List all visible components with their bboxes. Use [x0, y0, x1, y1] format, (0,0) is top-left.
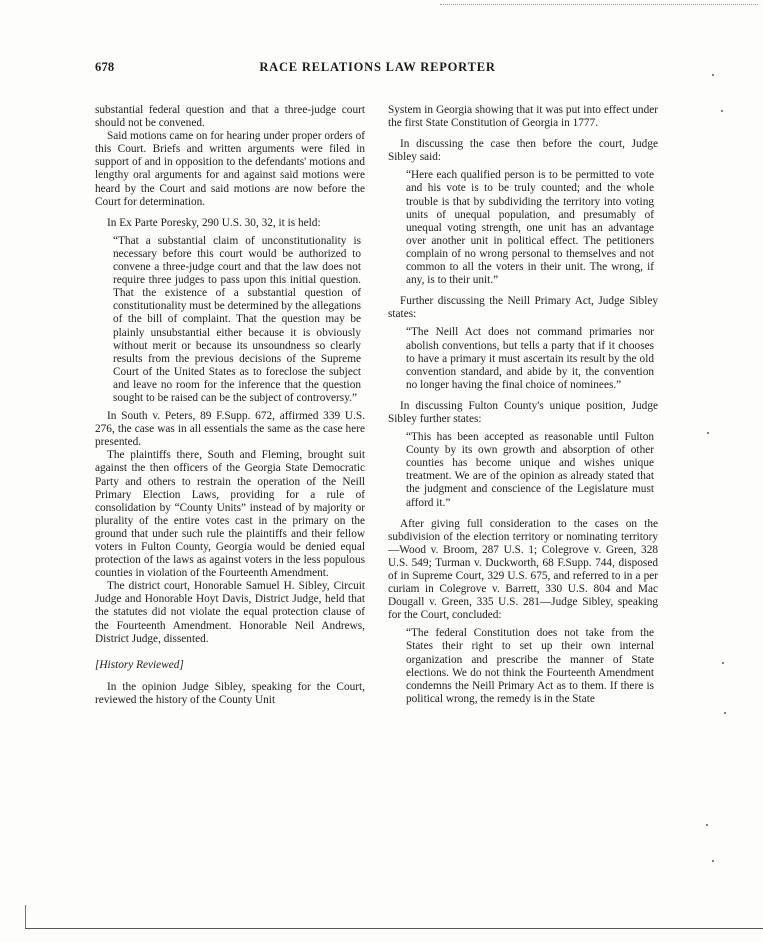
- running-head: RACE RELATIONS LAW REPORTER: [259, 60, 496, 74]
- block-quote: [406, 169, 654, 287]
- section-heading: [History Reviewed]: [95, 658, 184, 671]
- paragraph: Further discussing the Neill Primary Act, Judge Sibley states:: [388, 295, 658, 321]
- paragraph: System in Georgia showing that it was put into effect under the first State Constitution of Georgia in 1777.: [388, 104, 658, 130]
- scan-speck: [712, 74, 714, 76]
- paragraph: After giving full consideration to the cases on the subdivision of the election territory or nominating territory—Wood v. Broom, 287 U.S. 1; Colegrove v. Green, 328 U.S. 549; Turman v. Duckworth, 68 F.Supp. 744, disposed of in Supreme Court, 329 U.S. 675, and referred to in a per curiam in Colegrove v. Barrett, 330 U.S. 804 and Mac Dougall v. Green, 335 U.S. 281—Judge Sibley, speaking for the Court, concluded:: [388, 517, 658, 622]
- quote-text: “Here each qualified person is to be permitted to vote and his vote is to be truly counted; and the whole trouble is that by subdividing the territory into voting units of unequal population, and presumably of unequal voting strength, one unit has an advantage over another unit in political effect. The petitioners complain of no wrong personal to themselves and not common to all the voters in their unit. The wrong, if any, is to their unit.”: [406, 169, 654, 287]
- paragraph: In Ex Parte Poresky, 290 U.S. 30, 32, it is held:: [107, 216, 321, 229]
- paragraph: Said motions came on for hearing under proper orders of this Court. Briefs and written arguments were filed in support of and in opposition to the defendants' motions and lengthy oral arguments for and against said motions were heard by the Court and said motions are now before the Court for determination.: [95, 130, 365, 208]
- right-column: [388, 104, 658, 706]
- paragraph: In the opinion Judge Sibley, speaking for the Court, reviewed the history of the County Unit: [95, 680, 365, 706]
- quote-text: “That a substantial claim of unconstitutionality is necessary before this court would be authorized to convene a three-judge court and that the law does not require three judges to pass upon this initial question. That the existence of a substantial question of constitutionality must be determined by the allegations of the bill of complaint. That the question may be plainly unsubstantial either because it is obviously without merit or because its unsoundness so clearly results from the previous decisions of the Supreme Court of the United States as to foreclose the subject and leave no room for the inference that the question sought to be raised can be the subject of controversy.”: [113, 234, 361, 404]
- scan-speck: [724, 712, 726, 714]
- paragraph: In discussing Fulton County's unique position, Judge Sibley further states:: [388, 399, 658, 425]
- quote-text: “This has been accepted as reasonable until Fulton County by its own growth and absorption of other counties has become unique and wishes unique treatment. We are of the opinion as already stated that the judgment and conscience of the Legislature must afford it.”: [406, 431, 654, 509]
- scan-margin-line: [25, 905, 26, 929]
- block-quote: [406, 326, 654, 391]
- page-header: [95, 60, 660, 78]
- paragraph: The plaintiffs there, South and Fleming, brought suit against the then officers of the Georgia State Democratic Party and others to restrain the operation of the Neill Primary Election Laws, providing for a rule of consolidation by “County Units” instead of by majority or plurality of the entire votes cast in the primary on the ground that under such rule the plaintiffs and their fellow voters in Fulton County, Georgia would be denied equal protection of the laws as against voters in the less populous counties in violation of the Fourteenth Amendment.: [95, 449, 365, 580]
- page-number: 678: [95, 60, 115, 74]
- quote-text: “The Neill Act does not command primaries nor abolish conventions, but tells a party that if it chooses to have a primary it must ascertain its result by the old convention standard, and abide by it, the convention no longer having the final choice of nominees.”: [406, 326, 654, 391]
- scan-edge-dots: [440, 4, 758, 5]
- footer-rule: [25, 928, 763, 929]
- block-quote: [406, 431, 654, 510]
- block-quote: [113, 235, 361, 405]
- scan-speck: [707, 432, 709, 434]
- quote-text: “The federal Constitution does not take from the States their right to set up their own internal organization and prescribe the manner of State elections. We do not think the Fourteenth Amendment condemns the Neill Primary Act as to them. If there is political wrong, the remedy is in the State: [406, 627, 654, 705]
- paragraph: The district court, Honorable Samuel H. Sibley, Circuit Judge and Honorable Hoyt Davis, District Judge, held that the statutes did not violate the equal protection clause of the Fourteenth Amendment. Honorable Neil Andrews, District Judge, dissented.: [95, 580, 365, 645]
- scan-speck: [722, 662, 724, 664]
- block-quote: [406, 627, 654, 706]
- scan-speck: [721, 110, 723, 112]
- paragraph: In South v. Peters, 89 F.Supp. 672, affirmed 339 U.S. 276, the case was in all essentials the same as the case here presented.: [95, 410, 365, 449]
- paragraph: In discussing the case then before the court, Judge Sibley said:: [388, 138, 658, 164]
- left-column: [95, 104, 365, 707]
- scan-speck: [712, 860, 714, 862]
- paragraph: substantial federal question and that a three-judge court should not be convened.: [95, 104, 365, 130]
- scan-speck: [706, 824, 708, 826]
